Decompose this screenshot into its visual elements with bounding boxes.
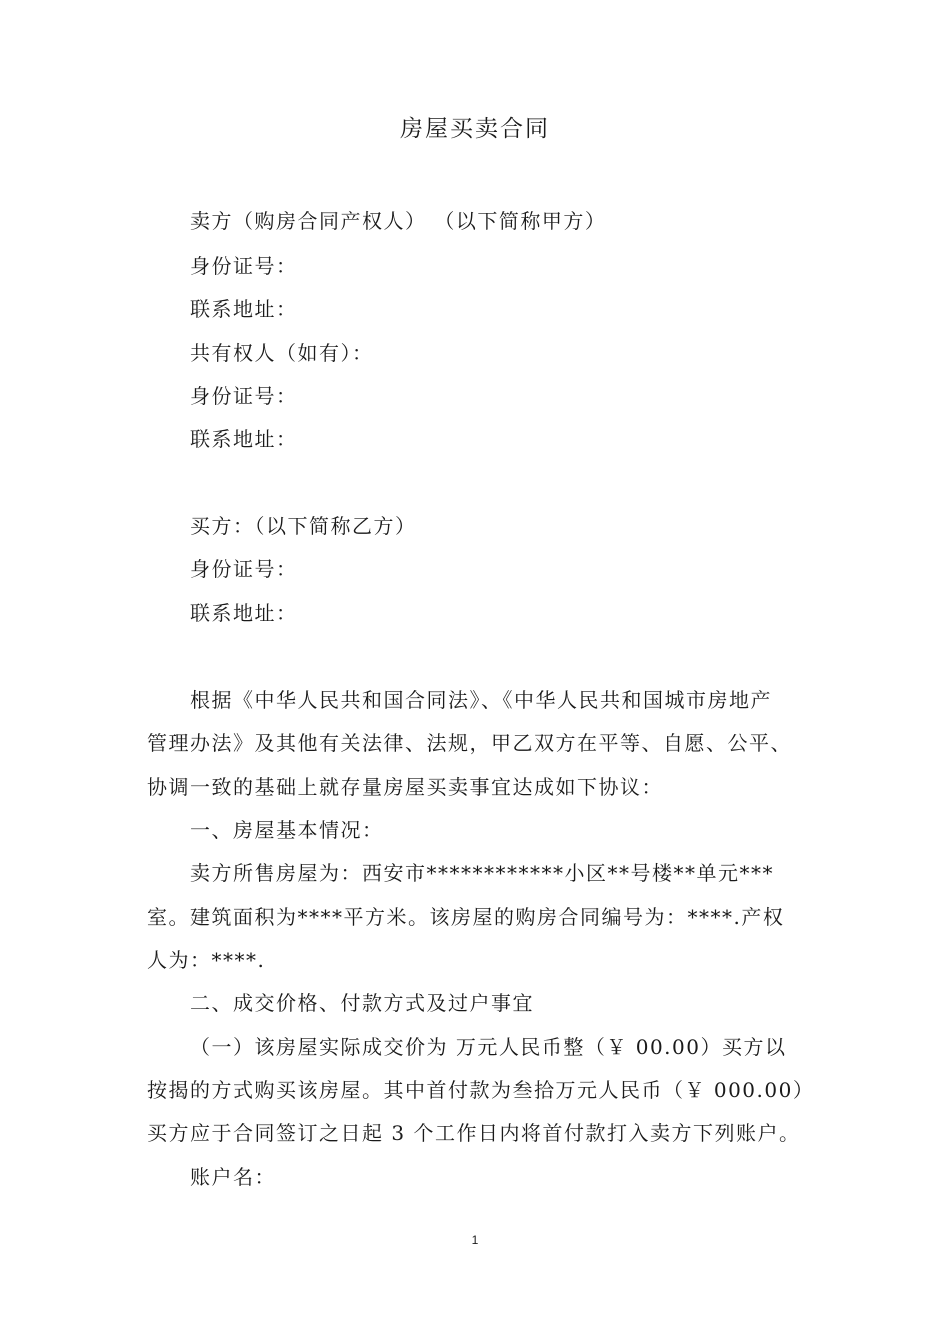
seller-address-label: 联系地址： (190, 297, 298, 321)
buyer-id-label: 身份证号： (190, 557, 298, 581)
buyer-address-label: 联系地址： (190, 601, 298, 625)
co-owner-address-label: 联系地址： (190, 427, 298, 451)
section1-line: 室。建筑面积为****平方米。该房屋的购房合同编号为：****.产权 (147, 905, 785, 929)
section2-heading: 二、成交价格、付款方式及过户事宜 (190, 991, 534, 1015)
co-owner-label: 共有权人（如有）： (190, 341, 374, 365)
preamble-line: 管理办法》及其他有关法律、法规，甲乙双方在平等、自愿、公平、 (147, 731, 792, 755)
section1-line: 人为：****. (147, 948, 266, 972)
seller-heading: 卖方（购房合同产权人） （以下简称甲方） (190, 209, 607, 233)
seller-id-label: 身份证号： (190, 254, 298, 278)
page-number: 1 (471, 1233, 479, 1247)
page-title: 房屋买卖合同 (400, 116, 550, 142)
preamble-line: 根据《中华人民共和国合同法》、《中华人民共和国城市房地产 (190, 688, 772, 712)
section1-line: 卖方所售房屋为：西安市************小区**号楼**单元*** (190, 861, 774, 885)
preamble-line: 协调一致的基础上就存量房屋买卖事宜达成如下协议： (147, 775, 663, 799)
co-owner-id-label: 身份证号： (190, 384, 298, 408)
buyer-heading: 买方：（以下简称乙方） (190, 514, 417, 538)
section2-line: （一）该房屋实际成交价为 万元人民币整（￥ 00.00）买方以 (190, 1035, 787, 1059)
section1-heading: 一、房屋基本情况： (190, 818, 384, 842)
section2-line: 买方应于合同签订之日起 3 个工作日内将首付款打入卖方下列账户。 (147, 1121, 801, 1145)
account-name-label: 账户名： (190, 1165, 276, 1189)
section2-line: 按揭的方式购买该房屋。其中首付款为叁拾万元人民币（￥ 000.00） (147, 1078, 815, 1102)
